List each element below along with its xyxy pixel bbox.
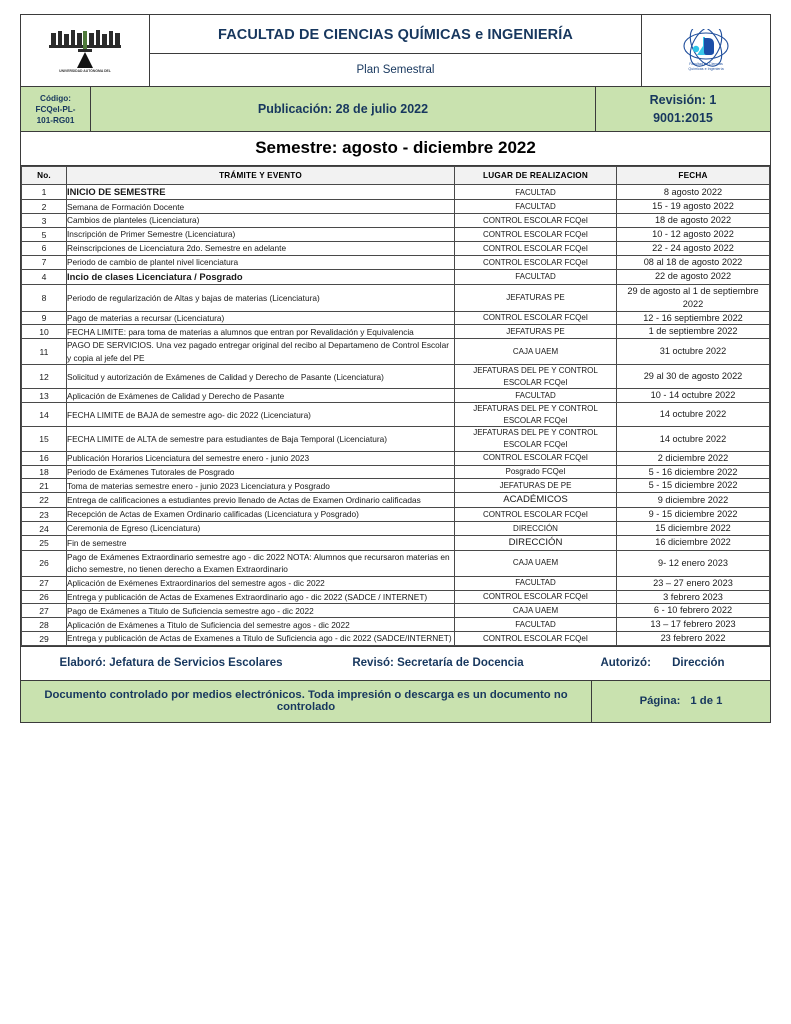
cell-evento: Reinscripciones de Licenciatura 2do. Semestre en adelante xyxy=(67,241,455,255)
cell-evento: Entrega y publicación de Actas de Examenes a Titulo de Suficiencia ago - dic 2022 (SADCE/INTERNET) xyxy=(67,632,455,646)
cell-evento: Pago de Exámenes Extraordinario semestre ago - dic 2022 NOTA: Alumnos que recursaron materias en dicho semestre, no tienen derecho a Examen Extraordinario xyxy=(67,550,455,576)
table-row xyxy=(22,508,770,522)
cell-evento: Solicitud y autorización de Exámenes de Calidad y Derecho de Pasante (Licenciatura) xyxy=(67,365,455,389)
table-row xyxy=(22,185,770,200)
cell-evento: Aplicación de Exámenes a Titulo de Suficiencia del semestre agos - dic 2022 xyxy=(67,618,455,632)
document-header xyxy=(21,15,770,87)
cell-no: 27 xyxy=(22,604,67,618)
cell-no: 3 xyxy=(22,214,67,228)
cell-evento: Cambios de planteles (Licenciatura) xyxy=(67,214,455,228)
cell-fecha: 6 - 10 febrero 2022 xyxy=(617,604,770,618)
cell-no: 22 xyxy=(22,493,67,508)
column-header-fecha: FECHA xyxy=(617,167,770,185)
table-row xyxy=(22,389,770,403)
cell-lugar: CONTROL ESCOLAR FCQeI xyxy=(455,590,617,604)
cell-evento: Incio de clases Licenciatura / Posgrado xyxy=(67,269,455,284)
cell-fecha: 9 - 15 diciembre 2022 xyxy=(617,508,770,522)
uaem-crest-logo xyxy=(21,15,150,86)
cell-no: 13 xyxy=(22,389,67,403)
table-row xyxy=(22,269,770,284)
page-value: 1 de 1 xyxy=(690,695,723,708)
document-code-cell xyxy=(21,87,91,131)
cell-lugar: CONTROL ESCOLAR FCQeI xyxy=(455,311,617,325)
cell-no: 2 xyxy=(22,200,67,214)
schedule-table xyxy=(21,166,770,646)
cell-lugar: ACADÉMICOS xyxy=(455,493,617,508)
table-row xyxy=(22,214,770,228)
cell-lugar: FACULTAD xyxy=(455,200,617,214)
table-row xyxy=(22,535,770,550)
cell-evento: Entrega de calificaciones a estudiantes previo llenado de Actas de Examen Ordinario calificadas xyxy=(67,493,455,508)
cell-fecha: 8 agosto 2022 xyxy=(617,185,770,200)
metadata-band xyxy=(21,87,770,132)
table-body xyxy=(22,185,770,646)
autorizo-label: Autorizó: xyxy=(600,657,651,670)
reviso-field: Revisó: Secretaría de Docencia xyxy=(352,657,524,670)
cell-lugar: FACULTAD xyxy=(455,269,617,284)
cell-fecha: 22 - 24 agosto 2022 xyxy=(617,241,770,255)
cell-evento: Aplicación de Exámenes de Calidad y Derecho de Pasante xyxy=(67,389,455,403)
cell-no: 16 xyxy=(22,451,67,465)
cell-evento: Entrega y publicación de Actas de Examenes Extraordinario ago - dic 2022 (SADCE / INTERNET) xyxy=(67,590,455,604)
table-row xyxy=(22,284,770,311)
column-header-no: No. xyxy=(22,167,67,185)
cell-fecha: 9- 12 enero 2023 xyxy=(617,550,770,576)
cell-no: 27 xyxy=(22,576,67,590)
cell-lugar: JEFATURAS PE xyxy=(455,325,617,339)
cell-lugar: CAJA UAEM xyxy=(455,604,617,618)
cell-no: 6 xyxy=(22,241,67,255)
cell-no: 9 xyxy=(22,311,67,325)
cell-evento: Recepción de Actas de Examen Ordinario calificadas (Licenciatura y Posgrado) xyxy=(67,508,455,522)
cell-fecha: 29 al 30 de agosto 2022 xyxy=(617,365,770,389)
table-row xyxy=(22,311,770,325)
table-row xyxy=(22,241,770,255)
control-notice: Documento controlado por medios electrónicos. Toda impresión o descarga es un documento no controlado xyxy=(44,689,568,714)
cell-no: 11 xyxy=(22,339,67,365)
cell-no: 4 xyxy=(22,269,67,284)
cell-no: 10 xyxy=(22,325,67,339)
cell-lugar: CONTROL ESCOLAR FCQeI xyxy=(455,241,617,255)
cell-no: 18 xyxy=(22,465,67,479)
cell-fecha: 15 diciembre 2022 xyxy=(617,522,770,536)
cell-fecha: 18 de agosto 2022 xyxy=(617,214,770,228)
cell-evento: Toma de materias semestre enero - junio 2023 Licenciatura y Posgrado xyxy=(67,479,455,493)
cell-lugar: CONTROL ESCOLAR FCQeI xyxy=(455,214,617,228)
document-subtitle: Plan Semestral xyxy=(150,53,641,86)
publication-date: Publicación: 28 de julio 2022 xyxy=(257,102,429,117)
table-row xyxy=(22,339,770,365)
cell-lugar: JEFATURAS PE xyxy=(455,284,617,311)
cell-no: 26 xyxy=(22,550,67,576)
page-indicator xyxy=(591,681,770,722)
cell-lugar: CAJA UAEM xyxy=(455,339,617,365)
code-label: Código: xyxy=(40,93,71,103)
cell-no: 21 xyxy=(22,479,67,493)
table-row xyxy=(22,255,770,269)
cell-lugar: DIRECCIÓN xyxy=(455,535,617,550)
cell-no: 29 xyxy=(22,632,67,646)
header-center xyxy=(150,15,641,86)
code-line-2: FCQeI-PL- xyxy=(35,104,76,114)
cell-lugar: FACULTAD xyxy=(455,389,617,403)
cell-evento: FECHA LIMITE de ALTA de semestre para estudiantes de Baja Temporal (Licenciatura) xyxy=(67,427,455,451)
cell-lugar: CONTROL ESCOLAR FCQeI xyxy=(455,228,617,242)
cell-fecha: 22 de agosto 2022 xyxy=(617,269,770,284)
cell-lugar: FACULTAD xyxy=(455,618,617,632)
cell-evento: Fin de semestre xyxy=(67,535,455,550)
cell-fecha: 5 - 15 diciembre 2022 xyxy=(617,479,770,493)
cell-lugar: JEFATURAS DEL PE Y CONTROL ESCOLAR FCQeI xyxy=(455,427,617,451)
cell-no: 23 xyxy=(22,508,67,522)
table-row xyxy=(22,522,770,536)
cell-fecha: 29 de agosto al 1 de septiembre 2022 xyxy=(617,284,770,311)
table-header-row xyxy=(22,167,770,185)
cell-lugar: CAJA UAEM xyxy=(455,550,617,576)
fcqei-caption-line2: Químicas e Ingeniería xyxy=(688,66,724,71)
cell-fecha: 14 octubre 2022 xyxy=(617,403,770,427)
table-row xyxy=(22,451,770,465)
semester-title: Semestre: agosto - diciembre 2022 xyxy=(21,132,770,166)
cell-fecha: 2 diciembre 2022 xyxy=(617,451,770,465)
table-row xyxy=(22,550,770,576)
cell-fecha: 23 – 27 enero 2023 xyxy=(617,576,770,590)
table-row xyxy=(22,200,770,214)
cell-fecha: 15 - 19 agosto 2022 xyxy=(617,200,770,214)
cell-evento: Publicación Horarios Licenciatura del semestre enero - junio 2023 xyxy=(67,451,455,465)
cell-fecha: 31 octubre 2022 xyxy=(617,339,770,365)
cell-no: 12 xyxy=(22,365,67,389)
cell-fecha: 08 al 18 de agosto 2022 xyxy=(617,255,770,269)
table-row xyxy=(22,576,770,590)
code-line-3: 101-RG01 xyxy=(36,115,75,125)
page-label: Página: xyxy=(639,695,681,708)
table-row xyxy=(22,479,770,493)
cell-no: 24 xyxy=(22,522,67,536)
cell-fecha: 9 diciembre 2022 xyxy=(617,493,770,508)
cell-lugar: CONTROL ESCOLAR FCQeI xyxy=(455,451,617,465)
table-row xyxy=(22,604,770,618)
cell-evento: Ceremonia de Egreso (Licenciatura) xyxy=(67,522,455,536)
autorizo-field xyxy=(555,657,770,669)
iso-norm: 9001:2015 xyxy=(653,111,713,126)
cell-no: 8 xyxy=(22,284,67,311)
column-header-evento: TRÁMITE Y EVENTO xyxy=(67,167,455,185)
cell-lugar: Posgrado FCQeI xyxy=(455,465,617,479)
cell-evento: INICIO DE SEMESTRE xyxy=(67,185,455,200)
cell-evento: FECHA LIMITE de BAJA de semestre ago- dic 2022 (Licenciatura) xyxy=(67,403,455,427)
cell-fecha: 10 - 12 agosto 2022 xyxy=(617,228,770,242)
cell-fecha: 3 febrero 2023 xyxy=(617,590,770,604)
cell-lugar: JEFATURAS DEL PE Y CONTROL ESCOLAR FCQeI xyxy=(455,403,617,427)
cell-evento: Pago de Exámenes a Titulo de Suficiencia semestre ago - dic 2022 xyxy=(67,604,455,618)
cell-no: 14 xyxy=(22,403,67,427)
cell-no: 25 xyxy=(22,535,67,550)
table-row xyxy=(22,618,770,632)
autorizo-value: Dirección xyxy=(672,657,725,670)
cell-no: 7 xyxy=(22,255,67,269)
control-footer xyxy=(21,681,770,722)
cell-evento: PAGO DE SERVICIOS. Una vez pagado entregar original del recibo al Departameno de Control Escolar y copia al jefe del PE xyxy=(67,339,455,365)
cell-no: 1 xyxy=(22,185,67,200)
table-row xyxy=(22,365,770,389)
cell-evento: Periodo de regularización de Altas y bajas de materias (Licenciatura) xyxy=(67,284,455,311)
cell-evento: Aplicación de Exémenes Extraordinarios del semestre agos - dic 2022 xyxy=(67,576,455,590)
cell-lugar: CONTROL ESCOLAR FCQeI xyxy=(455,632,617,646)
document-frame xyxy=(20,14,771,723)
cell-lugar: FACULTAD xyxy=(455,576,617,590)
revision-number: Revisión: 1 xyxy=(649,93,717,107)
cell-lugar: DIRECCIÓN xyxy=(455,522,617,536)
cell-no: 15 xyxy=(22,427,67,451)
cell-lugar: FACULTAD xyxy=(455,185,617,200)
elaboro-field: Elaboró: Jefatura de Servicios Escolares xyxy=(59,657,283,670)
table-row xyxy=(22,325,770,339)
column-header-lugar: LUGAR DE REALIZACION xyxy=(455,167,617,185)
cell-lugar: JEFATURAS DEL PE Y CONTROL ESCOLAR FCQeI xyxy=(455,365,617,389)
cell-evento: Periodo de cambio de plantel nivel licenciatura xyxy=(67,255,455,269)
cell-evento: Pago de materias a recursar (Licenciatura) xyxy=(67,311,455,325)
fcqei-faculty-logo xyxy=(641,15,770,86)
table-row xyxy=(22,632,770,646)
cell-evento: Semana de Formación Docente xyxy=(67,200,455,214)
cell-fecha: 1 de septiembre 2022 xyxy=(617,325,770,339)
table-row xyxy=(22,590,770,604)
table-row xyxy=(22,228,770,242)
document-title: FACULTAD DE CIENCIAS QUÍMICAS e INGENIERÍA xyxy=(218,26,573,43)
cell-evento: Periodo de Exámenes Tutorales de Posgrado xyxy=(67,465,455,479)
cell-no: 28 xyxy=(22,618,67,632)
cell-lugar: CONTROL ESCOLAR FCQeI xyxy=(455,508,617,522)
cell-lugar: JEFATURAS DE PE xyxy=(455,479,617,493)
cell-fecha: 12 - 16 septiembre 2022 xyxy=(617,311,770,325)
cell-fecha: 16 diciembre 2022 xyxy=(617,535,770,550)
table-row xyxy=(22,427,770,451)
fcqei-caption-line1: Facultad de Ciencias xyxy=(689,61,723,66)
table-row xyxy=(22,493,770,508)
table-head xyxy=(22,167,770,185)
table-row xyxy=(22,403,770,427)
cell-evento: FECHA LIMITE: para toma de materias a alumnos que entran por Revalidación y Equivalencia xyxy=(67,325,455,339)
cell-fecha: 23 febrero 2022 xyxy=(617,632,770,646)
uaem-caption-line1: UNIVERSIDAD AUTÓNOMA DEL xyxy=(59,69,111,73)
cell-no: 26 xyxy=(22,590,67,604)
signature-row xyxy=(21,646,770,681)
cell-fecha: 10 - 14 octubre 2022 xyxy=(617,389,770,403)
revision-cell xyxy=(595,87,770,131)
cell-lugar: CONTROL ESCOLAR FCQeI xyxy=(455,255,617,269)
cell-evento: Inscripción de Primer Semestre (Licenciatura) xyxy=(67,228,455,242)
table-row xyxy=(22,465,770,479)
cell-fecha: 14 octubre 2022 xyxy=(617,427,770,451)
cell-no: 5 xyxy=(22,228,67,242)
cell-fecha: 5 - 16 diciembre 2022 xyxy=(617,465,770,479)
cell-fecha: 13 – 17 febrero 2023 xyxy=(617,618,770,632)
